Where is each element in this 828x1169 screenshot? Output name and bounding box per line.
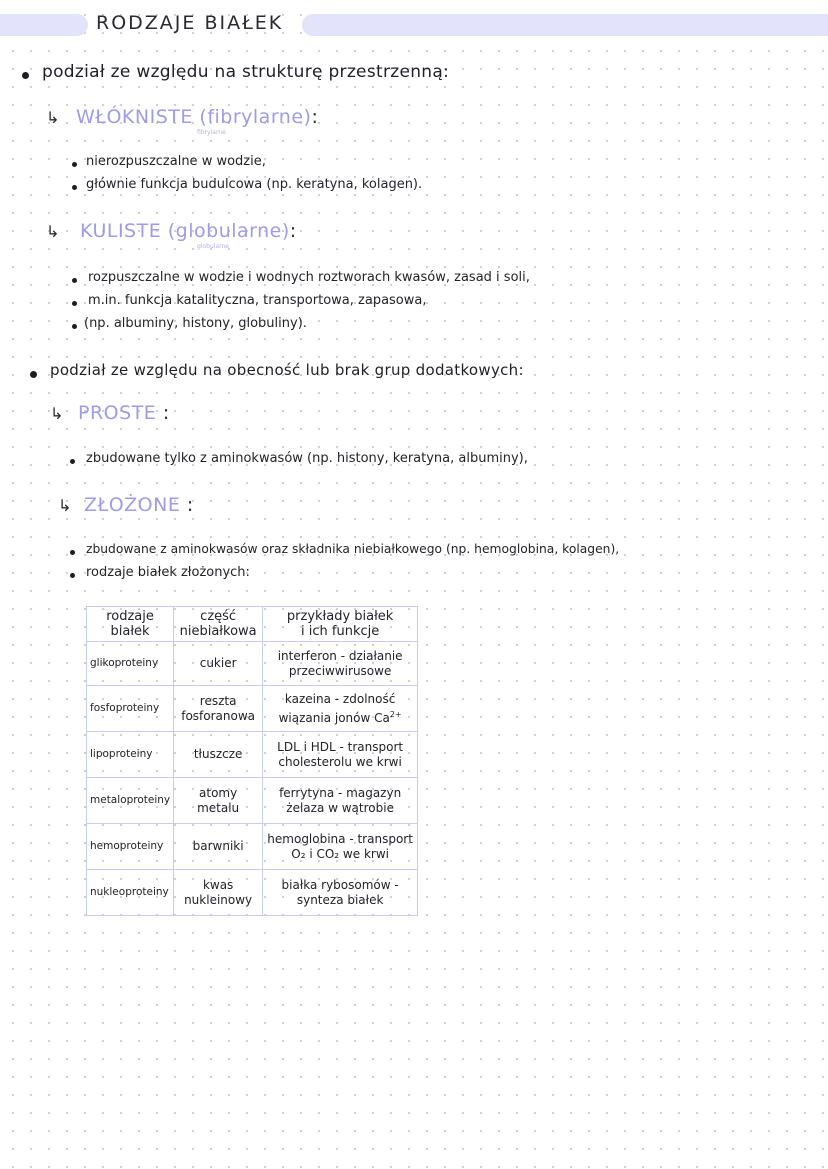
examples-cell bbox=[263, 642, 418, 686]
globular-colon: : bbox=[289, 220, 297, 242]
header-text: i ich funkcje bbox=[301, 624, 380, 639]
protein-type-cell: lipoproteiny bbox=[87, 732, 174, 778]
cell-text: białka rybosomów - bbox=[281, 877, 399, 892]
header-text: przykłady białek bbox=[286, 609, 394, 624]
bullet-icon bbox=[72, 301, 77, 306]
nonprotein-part-cell bbox=[174, 824, 263, 870]
header-text: niebiałkowa bbox=[179, 624, 257, 639]
title-highlight-right bbox=[302, 14, 828, 36]
header-text: część bbox=[200, 609, 237, 624]
nonprotein-part-cell bbox=[174, 870, 263, 916]
cell-text: kwas bbox=[202, 877, 234, 892]
section2-heading: podział ze względu na obecność lub brak grup dodatkowych: bbox=[50, 361, 524, 379]
complex-bullet-1: zbudowane z aminokwasów oraz składnika niebiałkowego (np. hemoglobina, kolagen), bbox=[86, 542, 620, 556]
examples-cell bbox=[263, 686, 418, 732]
nonprotein-part-cell bbox=[174, 686, 263, 732]
cell-text: cholesterolu we krwi bbox=[278, 754, 402, 769]
protein-type-cell: glikoproteiny bbox=[87, 642, 174, 686]
complex-heading bbox=[84, 494, 194, 516]
fibrous-bullet-1: nierozpuszczalne w wodzie, bbox=[86, 154, 266, 169]
header-text: białek bbox=[110, 624, 150, 639]
bullet-icon bbox=[70, 459, 75, 464]
table-row bbox=[87, 778, 418, 824]
fibrous-colon: : bbox=[311, 106, 319, 128]
protein-type-cell: nukleoproteiny bbox=[87, 870, 174, 916]
table-row bbox=[87, 870, 418, 916]
complex-proteins-table bbox=[86, 606, 418, 916]
cell-text: tłuszcze bbox=[193, 747, 243, 761]
arrow-right-icon: ↳ bbox=[46, 108, 60, 127]
fibrous-label: WŁÓKNISTE (fibrylarne) bbox=[76, 106, 312, 128]
cell-text: metalu bbox=[197, 800, 240, 815]
examples-cell bbox=[263, 870, 418, 916]
protein-type-cell: fosfoproteiny bbox=[87, 686, 174, 732]
arrow-right-icon: ↳ bbox=[58, 496, 72, 515]
page-title: RODZAJE BIAŁEK bbox=[96, 12, 284, 34]
table-header-row bbox=[87, 607, 418, 642]
cell-text: synteza białek bbox=[296, 892, 384, 907]
charge-superscript: 2+ bbox=[389, 709, 402, 719]
simple-bullet-1: zbudowane tylko z aminokwasów (np. histony, keratyna, albuminy), bbox=[86, 451, 528, 466]
fibrous-heading bbox=[76, 106, 318, 128]
cell-text: ferrytyna - magazyn bbox=[279, 785, 402, 800]
cell-text: kazeina - zdolność bbox=[284, 691, 396, 706]
examples-cell bbox=[263, 824, 418, 870]
globular-heading bbox=[80, 220, 297, 242]
cell-text: interferon - działanie bbox=[277, 648, 403, 663]
simple-heading bbox=[78, 402, 170, 424]
table-row bbox=[87, 686, 418, 732]
title-highlight-left bbox=[0, 14, 88, 36]
complex-colon: : bbox=[186, 494, 194, 516]
arrow-right-icon: ↳ bbox=[50, 404, 64, 423]
table-header-cell bbox=[263, 607, 418, 642]
nonprotein-part-cell bbox=[174, 642, 263, 686]
examples-cell bbox=[263, 778, 418, 824]
simple-label: PROSTE bbox=[78, 402, 157, 424]
cell-text: cukier bbox=[199, 656, 237, 670]
complex-bullet-2: rodzaje białek złożonych: bbox=[86, 565, 250, 580]
examples-cell bbox=[263, 732, 418, 778]
table-header-cell bbox=[174, 607, 263, 642]
protein-type-cell: metaloproteiny bbox=[87, 778, 174, 824]
table-row bbox=[87, 824, 418, 870]
protein-type-cell: hemoproteiny bbox=[87, 824, 174, 870]
cell-text: przeciwwirusowe bbox=[288, 663, 392, 678]
complex-label: ZŁOŻONE bbox=[84, 494, 181, 516]
cell-text: atomy bbox=[199, 785, 238, 800]
bullet-icon bbox=[72, 324, 77, 329]
globular-label: KULISTE (globularne) bbox=[80, 220, 290, 242]
cell-text: nukleinowy bbox=[184, 892, 253, 907]
globular-bullet-2: m.in. funkcja katalityczna, transportowa, zapasowa, bbox=[88, 293, 427, 308]
fibrous-bullet-2: głównie funkcja budulcowa (np. keratyna, kolagen). bbox=[86, 177, 423, 192]
fibrous-note: fibrylarne bbox=[197, 129, 226, 136]
nonprotein-part-cell bbox=[174, 732, 263, 778]
bullet-icon bbox=[22, 72, 29, 79]
globular-bullet-3: (np. albuminy, histony, globuliny). bbox=[84, 316, 307, 331]
table-row bbox=[87, 732, 418, 778]
table-header-cell bbox=[87, 607, 174, 642]
cell-text: barwniki bbox=[192, 839, 244, 853]
cell-text: wiązania jonów Ca bbox=[278, 710, 390, 725]
nonprotein-part-cell bbox=[174, 778, 263, 824]
cell-text: O₂ i CO₂ we krwi bbox=[291, 846, 389, 861]
globular-note: globularne bbox=[197, 243, 229, 250]
bullet-icon bbox=[30, 371, 37, 378]
arrow-right-icon: ↳ bbox=[46, 222, 60, 241]
header-text: rodzaje bbox=[106, 609, 154, 624]
cell-text: LDL i HDL - transport bbox=[277, 739, 404, 754]
section1-heading: podział ze względu na strukturę przestrzenną: bbox=[42, 62, 450, 82]
bullet-icon bbox=[70, 573, 75, 578]
cell-text: fosforanowa bbox=[181, 708, 256, 723]
bullet-icon bbox=[72, 185, 77, 190]
table-row bbox=[87, 642, 418, 686]
cell-text: reszta bbox=[199, 693, 237, 708]
bullet-icon bbox=[72, 278, 77, 283]
bullet-icon bbox=[72, 162, 77, 167]
globular-bullet-1: rozpuszczalne w wodzie i wodnych roztworach kwasów, zasad i soli, bbox=[88, 270, 530, 285]
cell-text: hemoglobina - transport bbox=[267, 831, 413, 846]
simple-colon: : bbox=[162, 402, 170, 424]
cell-text: żelaza w wątrobie bbox=[286, 800, 394, 815]
bullet-icon bbox=[70, 550, 75, 555]
